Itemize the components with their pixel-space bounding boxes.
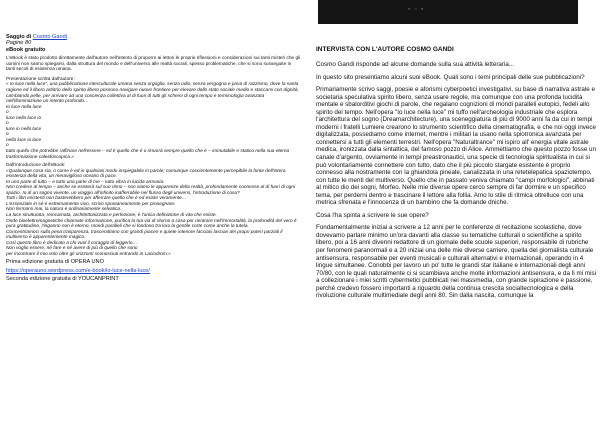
interview-paragraph: Primariamente scrivo saggi, poesie e aforismi cyberpoetici investigativi, su base di narrativa astrale e societaria speculativa spirito libero, senza usare regole, ma comunque con una profonda lucidità mentale e sbalorditivi giochi di parole, che regalano cognizioni di mondi paralleli eutopici, fedeli allo spirito del tempo. Nell'opera "Io luce nella luce" mi tuffo nell'archeologia industriale che esplora l'architettura del sogno (Dreamarchitecture), una sceneggiatura di più di 9000 anni fa da cui in tempi moderni i fratelli Lumiere crearono lo strumento scientifico della cinematografia, e che noi oggi invece digitalizzata, possediamo come internet, mentre i militari la usano nella spiotronica avanzata per connettersi a tutti gli elementi terrestri. Nell'opera "Naturaltrance" mi ispiro all' energia vitale astrale medica, ironizzata dalla sintattica, del famoso pozzo di Alice. Ammettiamo che questo pozzo fosse un canale d'argento, ovviamente in tempi preastronautici, una specie di tecnologia spiritualista in cui si può volontariamente connettere con tutto, dato che il più piccolo stargate esistente è proprio connesso alla nostramente con la ghiandola pineale, canalizzata in una retetelepatica spaziotempo, con tutte le menti del multiverso. Quello che in passato veniva chiamato "campi morfologici", abbinati al mitico dio dei sogni, Morfeo. Nelle mie diverse opere cerco sempre di far dormire e un specifico tema, per perderni dentro e trascinare il lettore alla follia. Amo lo stile di ritmica oltrelluce con una metrica sfrenata e l'innocenza di un bambino che fa domande dniche. [316, 86, 597, 207]
excerpt-line: Non credere al tempo – anche se esisterà sul suo ritmo – non siamo le apparenze della realtà, profondamente connesse al di fuori di ogni spazio. Io di un sogno vivente, un viaggio all'infinito inafferrabile nel flusso degli universi, l'introduzione di cosa? [6, 185, 296, 196]
first-edition: Prima edizione gratuita di OPERA UNO [6, 259, 104, 266]
poem-line: nella luce io luce [6, 137, 42, 143]
right-column [316, 0, 596, 305]
interview-paragraph: Cosmo Gandi risponde ad alcune domande sulla sua attività letteraria... [316, 61, 515, 68]
excerpt-line: Così questo libro è dedicato a chi vuol il coraggio di leggerlo… [6, 240, 138, 246]
intro-paragraph: L'eBook è stato prodotto direttamente dall'autore nell'intento di proporre ai lettori le proprie riflessioni e considerazioni sui tanti misteri che gli uomini non sanno spiegarsi, dalla struttura del mondo e dell'universo alle realtà sociali, spesso problematiche, che si sono susseguite in tanti secoli di esistenza umana. [6, 56, 301, 73]
poem [6, 105, 301, 149]
excerpt-line: Concentriamoci sulla pena trasparenza, trascendiamo con grandi piaceri e quiete interiore facciasi lasciari dei propri poteri parziali il multiverso è apparentemente magico. [6, 229, 283, 241]
page-count: Pagine 80 [6, 40, 32, 47]
excerpt-line: per incontrare il mio volo oltre gli orizzonti sconosciuti entrando in Laciodrom.» [6, 251, 171, 257]
excerpt-heading: Dall'introduzione dell'eBook: [6, 163, 66, 169]
poem-line: o [6, 121, 9, 127]
excerpt-line: Non voglio essere, né fare e né avere di più di quello che sono [6, 246, 138, 252]
presentation-heading: Presentazione scritta dall'autore: [6, 76, 75, 82]
second-edition: Seconda edizione gratuita di YOUCANPRINT [6, 276, 119, 283]
poem-line: luce nella luce io [6, 115, 42, 121]
saggio-label: Saggio di [6, 34, 32, 40]
excerpt-line: L'essenziale in sé è estremamente vivo, scrivo spontaneamente per prosegnare. [6, 201, 176, 207]
interview-paragraph: Cosa l'ha spinta a scrivere le sue opere? [316, 211, 429, 219]
interview-paragraph: In questo sito presentiamo alcuni suoi eBook. Quali sono i temi principali delle sue pubblicazioni? [316, 73, 585, 81]
excerpt-text: «Qualunque cosa sia, o come è ed in qualsiasi modo inspiegabile in parole; comunque coscientemente percepibile la fonte dell'intera esistenza della vita, un meraviglioso oceano di pace. [6, 168, 286, 180]
header-banner-image [318, 0, 578, 24]
banner-decoration: ▪ ▫ ▪ [408, 6, 425, 13]
excerpt-lines [6, 180, 301, 258]
free-label: eBook gratuito [6, 46, 46, 53]
poem-line: o [6, 132, 9, 138]
excerpt-line: Tutti i libri esistenti non basterebbero per afferrare quello che è ed esiste veramente… [6, 196, 187, 202]
author-link[interactable]: Cosmo Gandi [32, 34, 67, 40]
excerpt-line: Onde bioelettromagnetiche chiamate informazione, purifica la tua via di ritorno a casa per rientrare nell'immortalità, la profondità del vero è pura gratitudine, l'inganno non è eterno, mondi paralleli che si fondono tra loro la gentile corte come anche la tutela. [6, 218, 297, 230]
excerpt-line: Non fermarsi mai, la natura è ordinariamente selvatica. [6, 207, 122, 213]
poem-end: tutto quello che potrebbe raffinare nell'essere – ed è quello che è o rimarrà sempre quello che è – immutabile e statico nella sua eterna trasformazione caleidoscopica.» [6, 148, 290, 160]
left-column [6, 34, 301, 287]
excerpt-line: Io uno parte di tutto – e tutto una parte di me – tutto vibra in lucida armonia. [6, 179, 165, 185]
presentation-text: « Io luce nella luce", una pubblicazione interculturale umana senza orgoglio, senza odio, senza vergogna e priva di razzismo, dove la santa ragione ed il libero arbitrio dello spirito libero possono navigare nuove frontiere per elevare dallo stato sociale medio e staccarsi con dignità, cambiando pelle, per arrivare ad una coscienza collettiva al di fuori di tutti gli schemi di ogni tempo e terminologia avanzata nell'illuminazione un intento profondo… [6, 82, 299, 105]
poem-line: o [6, 110, 9, 116]
excerpt-line: La luce strutturata, reincarnata, architettonizzata e perfezione, è l'unica definizione di vita che esiste. [6, 212, 217, 218]
interview-paragraph: Fondamentalmente iniziai a scrivere a 12 anni per le conferenze di recitazione scolastiche, dove dovevamo parlare minimo un'ora davanti alla classe su tematiche culturali o scientifiche a spirito libero, poi a 16 anni divenni redattore di un giornale delle scuole superiori, responsabile di rubriche per fenomeni paranormali e a 20 iniziai una delle mie diverse carriere, quella del giornalista culturale antisensura, responsabile per eventi musicali e culturali alternativi e internazionali, operando in 4 lingue simultanee. Conobbi per lavoro un po' tutte le grandi star italiane e internazionali degli anni 70/80, con le quali naturalmente ci si scambiava anche molte informazioni antisensura, e da lì mi misi a collezionare i miei scritti cybermetici pubblicati nei massmedia, con grande ispirazione e passione, perché credevo fossero importanti a riguardo della continua crescita socialtecnologica e della rivoluzione culturale multimediale degli anni 80. Sin dalla nascita, comunque la [316, 224, 596, 300]
poem-line: luce io nella luce [6, 126, 42, 132]
poem-line: o [6, 143, 9, 149]
poem-line: Io luce nella luce [6, 104, 42, 110]
interview-heading: INTERVISTA CON L'AUTORE COSMO GANDI [316, 46, 454, 53]
book-url-link[interactable]: https://operauno.wordpress.com/e-book/io-luce-nella-luce/ [6, 267, 150, 274]
